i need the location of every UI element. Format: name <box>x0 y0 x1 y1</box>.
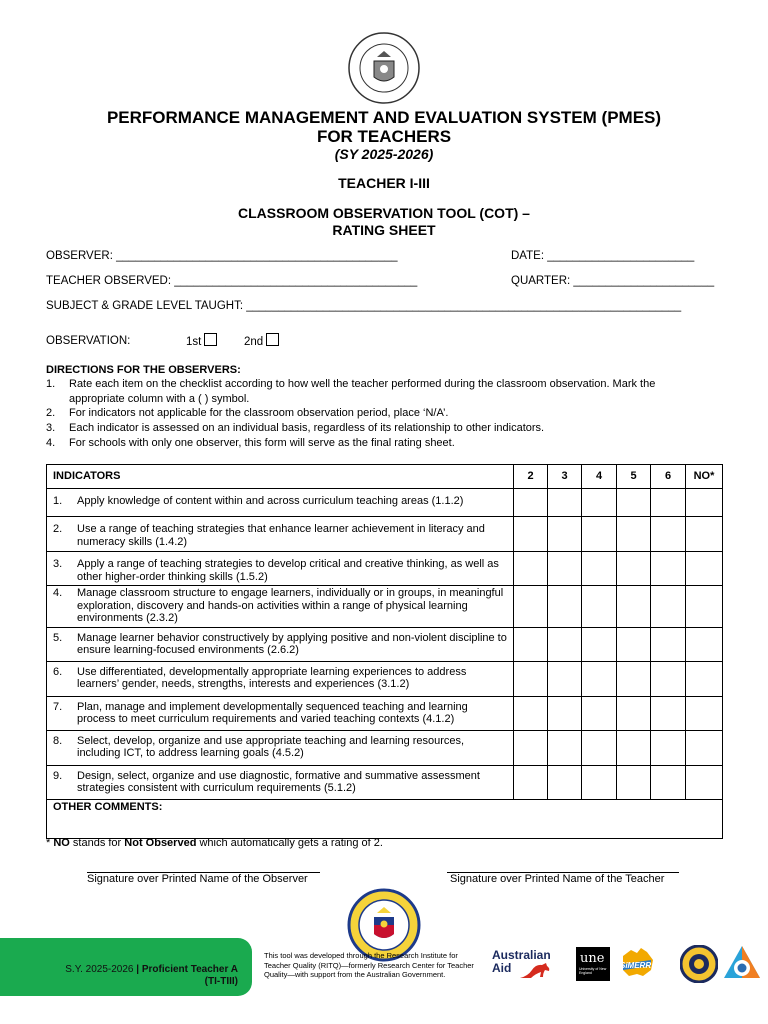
rating-cell-4[interactable] <box>582 586 617 628</box>
directions-heading: DIRECTIONS FOR THE OBSERVERS: <box>46 364 241 376</box>
ritq-logo <box>722 944 762 982</box>
header-rating-4: 4 <box>582 465 617 489</box>
indicator-cell: 1. Apply knowledge of content within and across curriculum teaching areas (1.1.2) <box>47 489 514 517</box>
table-row <box>47 517 723 552</box>
observation-label: OBSERVATION: <box>46 335 131 347</box>
page-title-line2: FOR TEACHERS <box>316 127 452 146</box>
header-not-observed: NO* <box>686 465 723 489</box>
direction-item: 1. Rate each item on the checklist according to how well the teacher performed during the classroom observation. Mark the appropriate column with a ( ) symbol. <box>46 378 656 405</box>
rating-cell-6[interactable] <box>651 517 686 552</box>
indicator-cell: 2. Use a range of teaching strategies that enhance learner achievement in literacy and numeracy skills (1.4.2) <box>47 517 514 552</box>
rating-cell-4[interactable] <box>582 517 617 552</box>
university-seal <box>680 945 718 983</box>
indicators-table <box>46 464 723 839</box>
rating-cell-4[interactable] <box>582 730 617 765</box>
une-logo: une University of New England <box>576 947 610 981</box>
rating-cell-2[interactable] <box>514 586 548 628</box>
other-comments-label: OTHER COMMENTS: <box>53 800 163 813</box>
rating-cell-4[interactable] <box>582 661 617 696</box>
table-row <box>47 765 723 799</box>
table-row <box>47 661 723 696</box>
other-comments-row <box>47 799 723 838</box>
simerr-logo: SiMERR <box>617 946 657 982</box>
rating-cell-4[interactable] <box>582 627 617 661</box>
page-title: PERFORMANCE MANAGEMENT AND EVALUATION SYSTEM (PMES) <box>106 108 662 127</box>
footer-level-line: S.Y. 2025-2026 | Proficient Teacher A <box>65 964 238 975</box>
directions-list <box>46 377 722 449</box>
rating-cell-4[interactable] <box>582 489 617 517</box>
credit-text: This tool was developed through the Research Institute for Teacher Quality (RITQ)—formerly Research Center for Teacher Quality—with support from the Australian Government. <box>264 951 474 979</box>
rating-cell-2[interactable] <box>514 517 548 552</box>
other-comments-cell[interactable] <box>47 799 723 838</box>
indicator-cell: 4. Manage classroom structure to engage learners, individually or in groups, in meaningful exploration, discovery and hands-on activities within a range of physical learning environments (2.3.2) <box>47 586 514 628</box>
table-row <box>47 552 723 586</box>
rating-cell-3[interactable] <box>548 517 582 552</box>
second-label: 2nd <box>244 336 264 348</box>
date-field[interactable]: DATE: _______________________ <box>511 250 695 262</box>
rating-cell-6[interactable] <box>651 765 686 799</box>
rating-cell-no[interactable] <box>686 730 723 765</box>
rating-cell-5[interactable] <box>617 661 651 696</box>
second-checkbox[interactable] <box>266 333 279 346</box>
indicator-cell: 7. Plan, manage and implement developmentally sequenced teaching and learning process to meet curriculum requirements and varied teaching contexts (4.1.2) <box>47 696 514 730</box>
footer-code: (TI-TIII) <box>204 976 238 987</box>
table-row <box>47 627 723 661</box>
table-row <box>47 730 723 765</box>
footer-badge <box>0 938 252 996</box>
school-year: (SY 2025-2026) <box>334 146 434 162</box>
rating-cell-no[interactable] <box>686 517 723 552</box>
rating-cell-6[interactable] <box>651 489 686 517</box>
australian-aid-logo: Australian Aid <box>490 948 565 984</box>
direction-item: 4. For schools with only one observer, this form will serve as the final rating sheet. <box>46 436 455 449</box>
deped-seal-top <box>347 31 421 105</box>
rating-cell-no[interactable] <box>686 696 723 730</box>
first-checkbox[interactable] <box>204 333 217 346</box>
rating-cell-3[interactable] <box>548 489 582 517</box>
rating-cell-3[interactable] <box>548 765 582 799</box>
rating-cell-no[interactable] <box>686 552 723 586</box>
header-rating-5: 5 <box>617 465 651 489</box>
rating-cell-4[interactable] <box>582 696 617 730</box>
rating-cell-5[interactable] <box>617 730 651 765</box>
kangaroo-icon <box>518 962 552 980</box>
header-indicators: INDICATORS <box>47 465 514 489</box>
observer-signature-label: Signature over Printed Name of the Observer <box>87 873 308 885</box>
rating-cell-5[interactable] <box>617 552 651 586</box>
rating-cell-6[interactable] <box>651 552 686 586</box>
rating-cell-3[interactable] <box>548 696 582 730</box>
rating-cell-no[interactable] <box>686 586 723 628</box>
tool-title: CLASSROOM OBSERVATION TOOL (COT) – <box>238 205 530 221</box>
teacher-level: TEACHER I-III <box>338 175 430 191</box>
indicator-cell: 3. Apply a range of teaching strategies to develop critical and creative thinking, as well as other higher-order thinking skills (1.5.2) <box>47 552 514 586</box>
rating-cell-no[interactable] <box>686 489 723 517</box>
observer-field[interactable]: OBSERVER: ____________________________________________ <box>46 250 398 262</box>
teacher-signature-label: Signature over Printed Name of the Teacher <box>450 873 665 885</box>
table-row <box>47 586 723 628</box>
tool-subtitle: RATING SHEET <box>332 222 436 238</box>
rating-cell-3[interactable] <box>548 586 582 628</box>
subject-grade-field[interactable]: SUBJECT & GRADE LEVEL TAUGHT: ____________________________________________________________________ <box>46 300 682 312</box>
quarter-field[interactable]: QUARTER: ______________________ <box>511 275 715 287</box>
rating-cell-2[interactable] <box>514 489 548 517</box>
rating-cell-5[interactable] <box>617 517 651 552</box>
observation-first <box>186 333 217 348</box>
footnote: * NO stands for Not Observed which automatically gets a rating of 2. <box>46 837 383 849</box>
rating-cell-2[interactable] <box>514 552 548 586</box>
rating-cell-5[interactable] <box>617 765 651 799</box>
first-label: 1st <box>186 336 202 348</box>
indicator-cell: 6. Use differentiated, developmentally appropriate learning experiences to address learners’ gender, needs, strengths, interests and experiences (3.1.2) <box>47 661 514 696</box>
rating-cell-no[interactable] <box>686 765 723 799</box>
rating-cell-2[interactable] <box>514 627 548 661</box>
direction-item: 3. Each indicator is assessed on an individual basis, regardless of its relationship to other indicators. <box>46 422 545 434</box>
rating-cell-no[interactable] <box>686 661 723 696</box>
rating-cell-3[interactable] <box>548 661 582 696</box>
rating-cell-2[interactable] <box>514 730 548 765</box>
indicator-cell: 5. Manage learner behavior constructively by applying positive and non-violent discipline to ensure learning-focused environments (2.6.2) <box>47 627 514 661</box>
teacher-observed-field[interactable]: TEACHER OBSERVED: ______________________________________ <box>46 275 418 287</box>
rating-cell-2[interactable] <box>514 765 548 799</box>
table-header-row <box>47 465 723 489</box>
table-row <box>47 489 723 517</box>
rating-cell-2[interactable] <box>514 661 548 696</box>
table-row <box>47 696 723 730</box>
rating-cell-3[interactable] <box>548 730 582 765</box>
direction-item: 2. For indicators not applicable for the classroom observation period, place ‘N/A’. <box>46 407 449 419</box>
rating-cell-5[interactable] <box>617 696 651 730</box>
rating-cell-no[interactable] <box>686 627 723 661</box>
rating-cell-6[interactable] <box>651 627 686 661</box>
rating-cell-6[interactable] <box>651 586 686 628</box>
rating-cell-5[interactable] <box>617 627 651 661</box>
rating-cell-5[interactable] <box>617 586 651 628</box>
rating-cell-3[interactable] <box>548 552 582 586</box>
header-rating-3: 3 <box>548 465 582 489</box>
rating-cell-2[interactable] <box>514 696 548 730</box>
indicator-cell: 8. Select, develop, organize and use appropriate teaching and learning resources, including ICT, to address learning goals (4.5.2) <box>47 730 514 765</box>
rating-cell-3[interactable] <box>548 627 582 661</box>
rating-cell-6[interactable] <box>651 661 686 696</box>
rating-cell-4[interactable] <box>582 765 617 799</box>
observation-second <box>244 333 279 348</box>
indicator-cell: 9. Design, select, organize and use diagnostic, formative and summative assessment strategies consistent with curriculum requirements (5.1.2) <box>47 765 514 799</box>
header-rating-2: 2 <box>514 465 548 489</box>
header-rating-6: 6 <box>651 465 686 489</box>
rating-cell-4[interactable] <box>582 552 617 586</box>
rating-cell-6[interactable] <box>651 730 686 765</box>
rating-cell-6[interactable] <box>651 696 686 730</box>
rating-cell-5[interactable] <box>617 489 651 517</box>
